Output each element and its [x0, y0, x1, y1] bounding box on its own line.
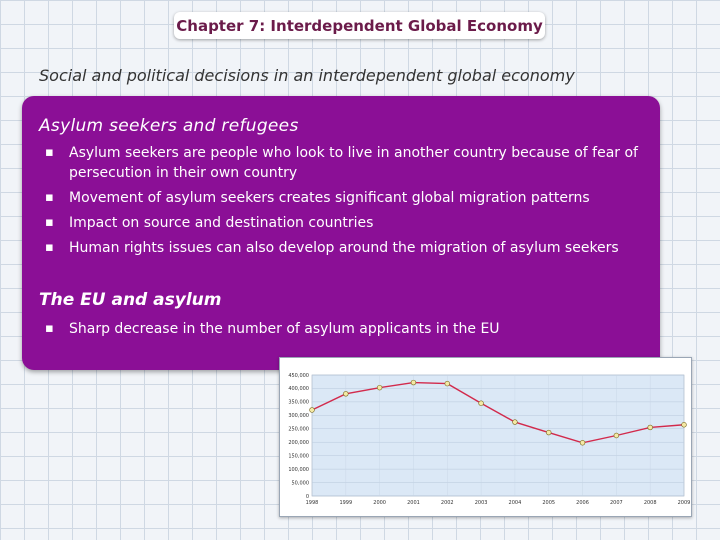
asylum-applications-chart	[279, 357, 692, 517]
x-tick-label: 1998	[305, 500, 319, 506]
asylum-bullet-list	[42, 143, 647, 263]
data-point	[648, 425, 653, 430]
y-tick-label: 200,000	[288, 440, 309, 447]
y-tick-label: 300,000	[288, 413, 309, 420]
data-point	[310, 408, 315, 413]
x-tick-label: 2007	[609, 500, 623, 506]
x-tick-label: 2003	[474, 500, 488, 506]
y-tick-label: 50,000	[291, 480, 309, 487]
x-tick-label: 2005	[542, 500, 556, 506]
bullet-item: ▪ Human rights issues can also develop around the migration of asylum seekers	[42, 238, 647, 258]
content-panel	[22, 96, 660, 370]
bullet-item: ▪ Asylum seekers are people who look to live in another country because of fear of persecution in their own country	[42, 143, 647, 183]
section-heading-asylum: Asylum seekers and refugees	[39, 116, 299, 136]
x-tick-label: 2000	[373, 500, 387, 506]
x-tick-label: 2006	[576, 500, 589, 506]
x-tick-label: 2009	[677, 500, 691, 506]
x-tick-label: 1999	[339, 500, 353, 506]
y-tick-label: 400,000	[288, 386, 309, 393]
data-point	[682, 422, 687, 427]
data-point	[546, 430, 551, 435]
eu-bullet-list	[42, 319, 647, 344]
section-heading-eu: The EU and asylum	[39, 290, 222, 310]
x-tick-label: 2004	[508, 500, 522, 506]
chapter-title: Chapter 7: Interdependent Global Economy	[174, 12, 545, 39]
data-point	[445, 381, 450, 386]
y-tick-label: 250,000	[288, 426, 309, 433]
y-tick-label: 150,000	[288, 453, 309, 460]
data-point	[580, 440, 585, 445]
slide-subtitle: Social and political decisions in an interdependent global economy	[39, 66, 575, 85]
data-point	[377, 385, 382, 390]
x-tick-label: 2001	[407, 500, 420, 506]
y-tick-label: 350,000	[288, 399, 309, 406]
bullet-item: ▪ Sharp decrease in the number of asylum applicants in the EU	[42, 319, 647, 339]
data-point	[343, 391, 348, 396]
y-tick-label: 0	[305, 493, 309, 500]
bullet-item: ▪ Impact on source and destination countries	[42, 213, 647, 233]
data-point	[614, 433, 619, 438]
data-point	[479, 401, 484, 406]
plot-area	[312, 375, 684, 496]
y-tick-label: 450,000	[288, 372, 309, 379]
x-tick-label: 2002	[440, 500, 454, 506]
data-point	[411, 380, 416, 385]
bullet-item: ▪ Movement of asylum seekers creates significant global migration patterns	[42, 188, 647, 208]
y-tick-label: 100,000	[288, 466, 309, 473]
data-point	[513, 420, 518, 425]
line-chart	[280, 358, 691, 516]
x-tick-label: 2008	[643, 500, 657, 506]
